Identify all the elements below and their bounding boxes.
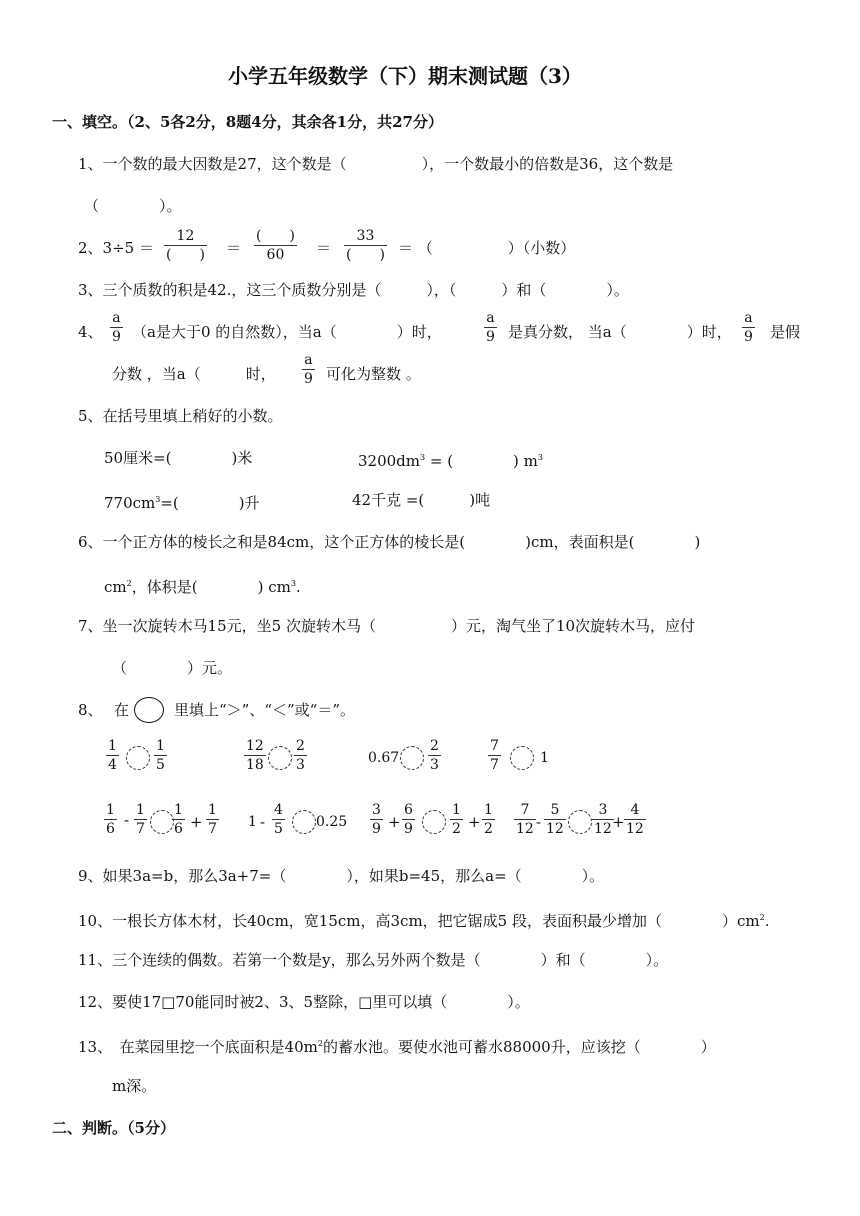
question-7-line-2: （ ）元。	[112, 659, 233, 677]
numerator: a	[486, 310, 495, 326]
numerator: 5	[550, 802, 560, 818]
fraction-2-over-3	[428, 738, 441, 773]
fraction-bar	[450, 819, 463, 820]
blank-circle-icon	[134, 697, 164, 723]
q5c-mid: =( )升	[160, 494, 260, 512]
fraction-bar	[104, 819, 117, 820]
superscript: 3	[290, 579, 296, 588]
denominator: 9	[372, 821, 381, 837]
question-4-text-2: 是真分数， 当a（ ）时，	[508, 323, 732, 341]
numerator: 1	[156, 738, 165, 754]
q10-end: .	[764, 912, 770, 930]
question-5-heading: 5、在括号里填上稍好的小数。	[78, 407, 283, 425]
page-title: 小学五年级数学（下）期末测试题（3）	[228, 64, 582, 88]
numerator: 12	[176, 228, 195, 244]
question-9: 9、如果3a=b，那么3a+7=（ ），如果b=45，那么a=（ ）。	[78, 867, 605, 885]
section-1-heading: 一、填空。（2、5各2分，8题4分，其余各1分，共27分）	[52, 113, 443, 131]
q6-mid: ，体积是( ) cm	[131, 578, 291, 596]
decimal-value: 0.67	[368, 750, 400, 766]
numerator: 3	[372, 802, 381, 818]
fraction-12-over-blank	[164, 228, 207, 263]
fraction-bar	[294, 755, 307, 756]
superscript: 2	[317, 1039, 323, 1048]
plus-sign: +	[388, 813, 401, 831]
numerator: a	[744, 310, 753, 326]
q6-end: .	[295, 578, 301, 596]
fraction-bar	[172, 819, 185, 820]
fraction-7-over-12	[514, 802, 536, 837]
compare-circle-icon[interactable]	[150, 810, 174, 834]
integer-value: 1	[248, 814, 257, 830]
fraction-bar	[206, 819, 219, 820]
fraction-bar	[624, 819, 646, 820]
question-11: 11、三个连续的偶数。若第一个数是y，那么另外两个数是（ ）和（ ）。	[78, 951, 669, 969]
plus-sign: +	[190, 813, 203, 831]
numerator: 12	[246, 738, 264, 754]
section-2-heading: 二、判断。（5分）	[52, 1119, 175, 1137]
question-12: 12、要使17□70能同时被2、3、5整除，□里可以填（ ）。	[78, 993, 530, 1011]
question-2-lead: 2、3÷5 ＝	[78, 239, 154, 257]
numerator: 1	[136, 802, 145, 818]
fraction-1-over-7	[134, 802, 147, 837]
denominator: 4	[108, 757, 117, 773]
q13-pre: 13、 在菜园里挖一个底面积是40m	[78, 1038, 318, 1056]
equals-sign: ＝	[316, 239, 332, 257]
fraction-a-over-9	[484, 310, 497, 345]
question-13-line-2: m深。	[112, 1077, 157, 1095]
fraction-bar	[272, 819, 285, 820]
numerator: 3	[598, 802, 608, 818]
minus-sign: -	[124, 811, 130, 829]
q5b-mid: = ( ) m	[425, 452, 538, 470]
plus-sign: +	[468, 813, 481, 831]
question-1-line-1: 1、一个数的最大因数是27，这个数是（ ），一个数最小的倍数是36，这个数是	[78, 155, 674, 173]
fraction-a-over-9	[742, 310, 755, 345]
superscript: 2	[759, 913, 765, 922]
fraction-bar	[244, 755, 266, 756]
numerator: 2	[430, 738, 439, 754]
question-1-line-2: （ ）。	[84, 197, 182, 215]
question-4-text-4: 分数 ，当a（ 时，	[112, 365, 276, 383]
fraction-bar	[134, 819, 147, 820]
fraction-bar	[254, 245, 297, 246]
q13-post: 的蓄水池。要使水池可蓄水88000升，应该挖（ ）	[323, 1038, 716, 1056]
equals-sign: ＝	[226, 239, 242, 257]
fraction-bar	[106, 755, 119, 756]
numerator: 1	[108, 738, 117, 754]
fraction-bar	[154, 755, 167, 756]
numerator: 4	[630, 802, 640, 818]
fraction-5-over-12	[544, 802, 566, 837]
denominator: 12	[516, 821, 534, 837]
fraction-bar	[592, 819, 614, 820]
fraction-4-over-5	[272, 802, 285, 837]
numerator: 1	[106, 802, 115, 818]
denominator: 9	[744, 329, 753, 345]
fraction-1-over-6	[104, 802, 117, 837]
fraction-bar	[482, 819, 495, 820]
numerator: 1	[484, 802, 493, 818]
question-4-text-3: 是假	[770, 323, 801, 341]
denominator: 7	[490, 757, 499, 773]
question-4-number: 4、	[78, 323, 103, 341]
denominator: 9	[486, 329, 495, 345]
fraction-bar	[488, 755, 501, 756]
numerator: 2	[296, 738, 305, 754]
denominator: 12	[546, 821, 564, 837]
fraction-1-over-5	[154, 738, 167, 773]
compare-circle-icon[interactable]	[568, 810, 592, 834]
numerator: a	[304, 352, 313, 368]
numerator: 1	[174, 802, 183, 818]
fraction-1-over-7	[206, 802, 219, 837]
superscript: 3	[420, 453, 426, 462]
denominator: 60	[266, 247, 285, 263]
numerator: 1	[208, 802, 217, 818]
fraction-33-over-blank	[344, 228, 387, 263]
fraction-blank-over-60	[254, 228, 297, 263]
compare-circle-icon[interactable]	[510, 746, 534, 770]
denominator: 9	[304, 371, 313, 387]
compare-circle-icon[interactable]	[422, 810, 446, 834]
question-8-pre: 在	[114, 701, 130, 719]
q6-pre: cm	[104, 578, 127, 596]
fraction-bar	[484, 327, 497, 328]
question-8-number: 8、	[78, 701, 103, 719]
numerator: a	[112, 310, 121, 326]
numerator: 33	[356, 228, 375, 244]
question-4-text-5: 可化为整数 。	[326, 365, 421, 383]
superscript: 2	[126, 579, 132, 588]
integer-value: 1	[540, 750, 549, 766]
minus-sign: -	[536, 813, 542, 831]
numerator: 7	[490, 738, 499, 754]
question-7-line-1: 7、坐一次旋转木马15元，坐5 次旋转木马（ ）元，淘气坐了10次旋转木马，应付	[78, 617, 696, 635]
denominator: 9	[404, 821, 413, 837]
compare-circle-icon[interactable]	[292, 810, 316, 834]
denominator: 18	[246, 757, 264, 773]
compare-circle-icon[interactable]	[400, 746, 424, 770]
denominator: 2	[484, 821, 493, 837]
numerator: 7	[520, 802, 530, 818]
fraction-3-over-9	[370, 802, 383, 837]
question-4-text-1: （a是大于0 的自然数），当a（ ）时，	[132, 323, 442, 341]
fraction-1-over-2	[482, 802, 495, 837]
fraction-7-over-7	[488, 738, 501, 773]
denominator: 6	[174, 821, 183, 837]
fraction-bar	[402, 819, 415, 820]
question-10	[78, 908, 770, 931]
fraction-bar	[110, 327, 123, 328]
q5b-pre: 3200dm	[358, 452, 420, 470]
question-5-a: 50厘米=( )米	[104, 449, 253, 467]
numerator: 6	[404, 802, 413, 818]
fraction-1-over-4	[106, 738, 119, 773]
fraction-bar	[544, 819, 566, 820]
fraction-bar	[164, 245, 207, 246]
question-2-tail: ＝ （ ）（小数）	[398, 239, 576, 257]
denominator: ( )	[346, 247, 385, 263]
fraction-2-over-3	[294, 738, 307, 773]
fraction-12-over-18	[244, 738, 266, 773]
question-5-c	[104, 490, 260, 513]
superscript: 3	[537, 453, 543, 462]
fraction-1-over-6	[172, 802, 185, 837]
fraction-bar	[344, 245, 387, 246]
question-8-post: 里填上“＞”、“＜”或“＝”。	[174, 701, 356, 719]
fraction-bar	[302, 369, 315, 370]
denominator: 3	[430, 757, 439, 773]
superscript: 3	[155, 495, 161, 504]
plus-sign: +	[612, 813, 625, 831]
fraction-bar	[742, 327, 755, 328]
denominator: 2	[452, 821, 461, 837]
compare-circle-icon[interactable]	[126, 746, 150, 770]
denominator: 5	[156, 757, 165, 773]
q5c-pre: 770cm	[104, 494, 156, 512]
question-13-line-1	[78, 1034, 716, 1057]
fraction-bar	[514, 819, 536, 820]
denominator: 12	[626, 821, 644, 837]
compare-circle-icon[interactable]	[268, 746, 292, 770]
question-5-d: 42千克 =( )吨	[352, 491, 491, 509]
fraction-a-over-9	[110, 310, 123, 345]
fraction-6-over-9	[402, 802, 415, 837]
question-6-line-2	[104, 574, 301, 597]
fraction-bar	[428, 755, 441, 756]
question-6-line-1: 6、一个正方体的棱长之和是84cm，这个正方体的棱长是( )cm，表面积是( )	[78, 533, 701, 551]
denominator: ( )	[166, 247, 205, 263]
question-3: 3、三个质数的积是42.，这三个质数分别是（ ），（ ）和（ ）。	[78, 281, 629, 299]
fraction-a-over-9	[302, 352, 315, 387]
denominator: 7	[208, 821, 217, 837]
numerator: 1	[452, 802, 461, 818]
denominator: 9	[112, 329, 121, 345]
fraction-bar	[370, 819, 383, 820]
question-5-b	[358, 448, 543, 471]
denominator: 7	[136, 821, 145, 837]
numerator: 4	[274, 802, 283, 818]
decimal-value: 0.25	[316, 814, 348, 830]
denominator: 12	[594, 821, 612, 837]
q10-text: 10、一根长方体木材，长40cm，宽15cm，高3cm，把它锯成5 段，表面积最少增加（ ）cm	[78, 912, 760, 930]
fraction-4-over-12	[624, 802, 646, 837]
minus-sign: -	[260, 813, 266, 831]
fraction-1-over-2	[450, 802, 463, 837]
denominator: 5	[274, 821, 283, 837]
numerator: ( )	[256, 228, 295, 244]
denominator: 3	[296, 757, 305, 773]
denominator: 6	[106, 821, 115, 837]
fraction-3-over-12	[592, 802, 614, 837]
